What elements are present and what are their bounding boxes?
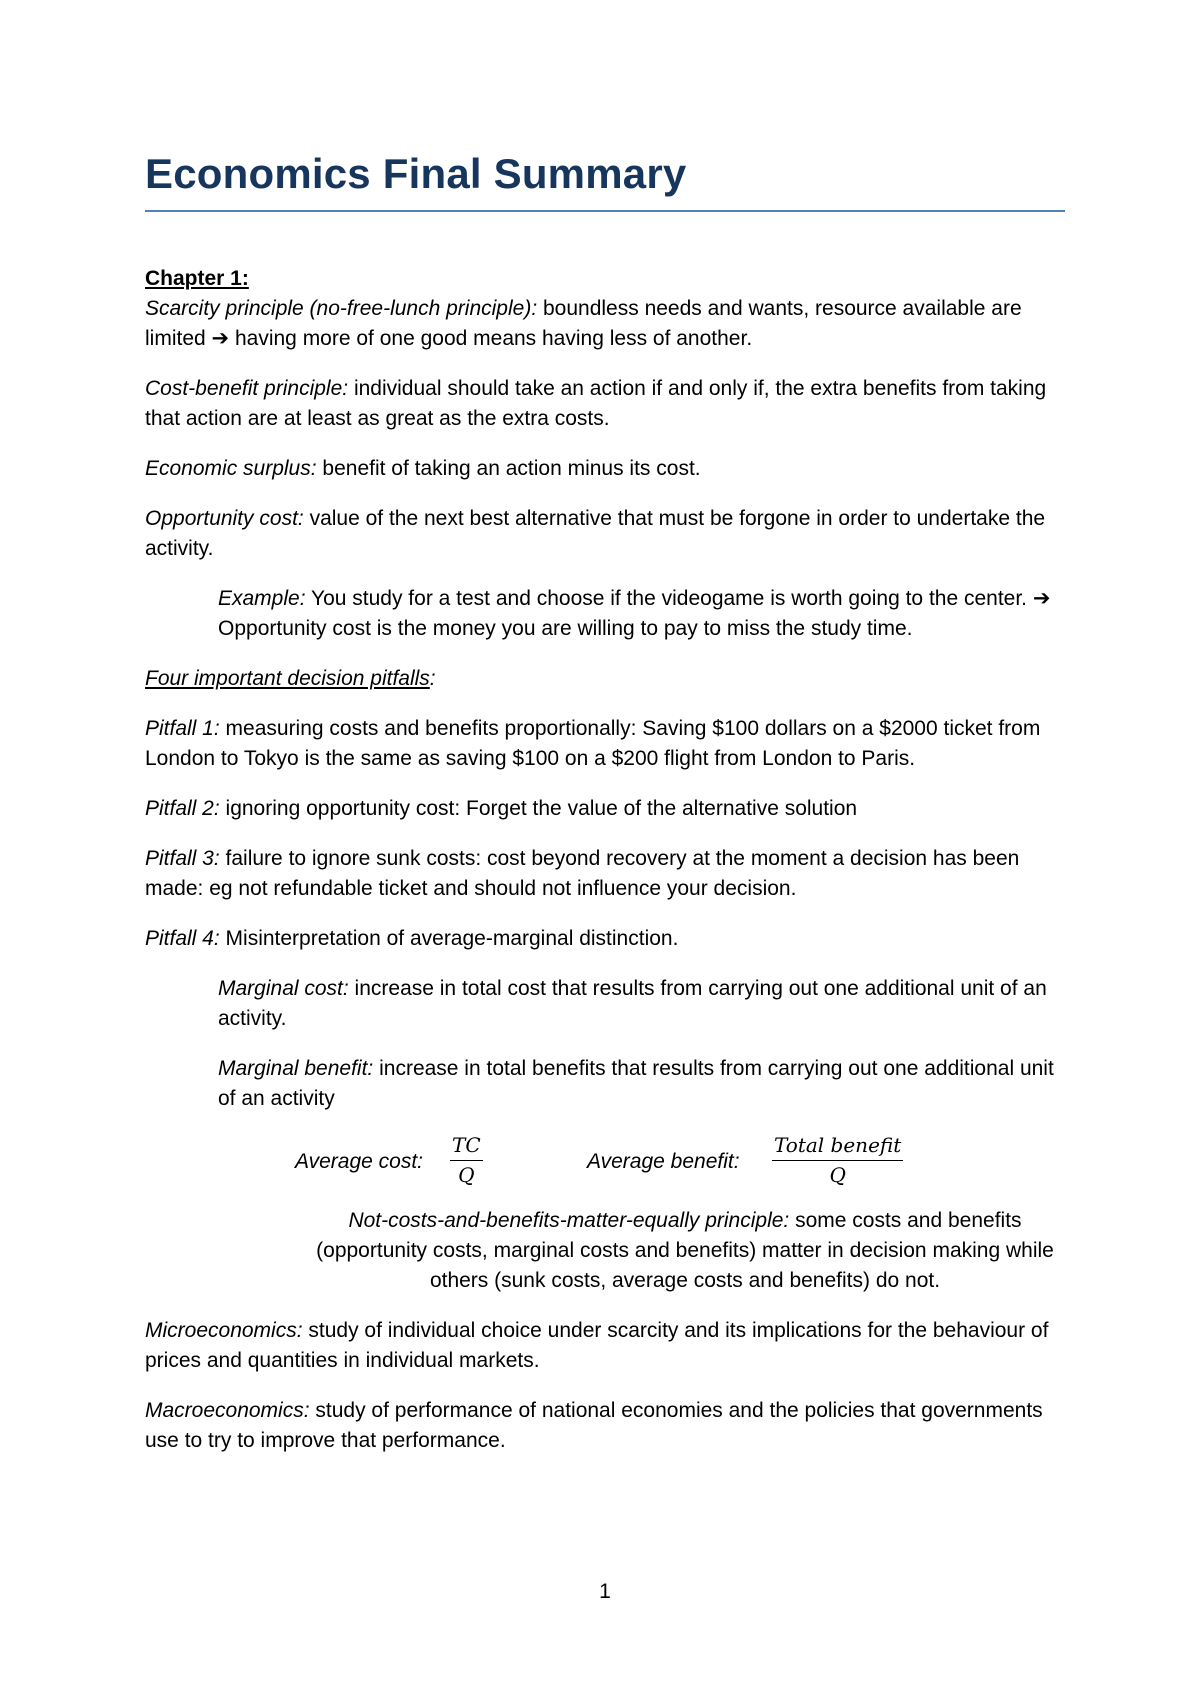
pitfalls-heading-colon: : bbox=[429, 667, 436, 690]
marginal-cost-paragraph bbox=[218, 974, 1065, 1034]
chapter-heading: Chapter 1: bbox=[145, 267, 249, 290]
cost-benefit-text: individual should take an action if and only if, the extra benefits from taking that action are at least as great as the extra costs. bbox=[145, 377, 1047, 430]
scarcity-text-b: having more of one good means having less of another. bbox=[229, 327, 753, 350]
surplus-paragraph bbox=[145, 454, 1065, 484]
example-text-b: Opportunity cost is the money you are willing to pay to miss the study time. bbox=[218, 617, 913, 640]
average-cost-denominator: Q bbox=[458, 1163, 475, 1187]
pitfall-4 bbox=[145, 924, 1065, 954]
marginal-cost-text: increase in total cost that results from carrying out one additional unit of an activity. bbox=[218, 977, 1047, 1030]
example-text-a: You study for a test and choose if the videogame is worth going to the center. bbox=[305, 587, 1033, 610]
page-number: 1 bbox=[599, 1580, 611, 1603]
surplus-text: benefit of taking an action minus its cost. bbox=[316, 457, 701, 480]
example-paragraph bbox=[218, 584, 1065, 644]
opportunity-text: value of the next best alternative that must be forgone in order to undertake the activity. bbox=[145, 507, 1046, 560]
pitfall-term: Pitfall 2: bbox=[145, 797, 220, 820]
pitfall-text: failure to ignore sunk costs: cost beyond recovery at the moment a decision has been made: eg not refundable ticket and should not influence your decision. bbox=[145, 847, 1020, 900]
pitfall-3 bbox=[145, 844, 1065, 904]
average-formulas bbox=[145, 1132, 1065, 1192]
surplus-term: Economic surplus: bbox=[145, 457, 317, 480]
pitfall-term: Pitfall 1: bbox=[145, 717, 220, 740]
average-benefit-denominator: Q bbox=[829, 1163, 846, 1187]
scarcity-term: Scarcity principle (no-free-lunch principle): bbox=[145, 297, 538, 320]
micro-text: study of individual choice under scarcity and its implications for the behaviour of prices and quantities in individual markets. bbox=[145, 1319, 1049, 1372]
opportunity-term: Opportunity cost: bbox=[145, 507, 304, 530]
not-equal-principle-text: some costs and benefits (opportunity costs, marginal costs and benefits) matter in decision making while others (sunk costs, average costs and benefits) do not. bbox=[316, 1209, 1054, 1292]
micro-term: Microeconomics: bbox=[145, 1319, 303, 1342]
not-equal-principle-paragraph bbox=[305, 1206, 1065, 1296]
macro-term: Macroeconomics: bbox=[145, 1399, 310, 1422]
cost-benefit-paragraph bbox=[145, 374, 1065, 434]
marginal-benefit-term: Marginal benefit: bbox=[218, 1057, 374, 1080]
document-title: Economics Final Summary bbox=[145, 150, 687, 197]
pitfall-term: Pitfall 4: bbox=[145, 927, 220, 950]
macro-text: study of performance of national economies and the policies that governments use to try to improve that performance. bbox=[145, 1399, 1043, 1452]
macro-paragraph bbox=[145, 1396, 1065, 1456]
right-arrow-icon: ➔ bbox=[1032, 587, 1051, 610]
pitfall-text: Misinterpretation of average-marginal distinction. bbox=[219, 927, 679, 950]
title-divider bbox=[145, 210, 1065, 212]
scarcity-paragraph bbox=[145, 294, 1065, 354]
scarcity-text-a: boundless needs and wants, resource available are limited bbox=[145, 297, 1022, 350]
example-term: Example: bbox=[218, 587, 306, 610]
not-equal-principle-term: Not-costs-and-benefits-matter-equally principle: bbox=[348, 1209, 790, 1232]
average-benefit-label: Average benefit: bbox=[587, 1150, 740, 1173]
marginal-benefit-paragraph bbox=[218, 1054, 1065, 1114]
cost-benefit-term: Cost-benefit principle: bbox=[145, 377, 349, 400]
pitfall-text: ignoring opportunity cost: Forget the value of the alternative solution bbox=[219, 797, 858, 820]
marginal-benefit-text: increase in total benefits that results from carrying out one additional unit of an activity bbox=[218, 1057, 1054, 1110]
pitfall-2 bbox=[145, 794, 1065, 824]
pitfalls-heading-text: Four important decision pitfalls bbox=[145, 667, 430, 690]
average-benefit-fraction bbox=[772, 1132, 903, 1189]
opportunity-paragraph bbox=[145, 504, 1065, 564]
pitfall-term: Pitfall 3: bbox=[145, 847, 220, 870]
average-cost-fraction bbox=[450, 1132, 483, 1189]
pitfall-1 bbox=[145, 714, 1065, 774]
pitfall-text: measuring costs and benefits proportionally: Saving $100 dollars on a $2000 ticket from London to Tokyo is the same as saving $100 on a $200 flight from London to Paris. bbox=[145, 717, 1041, 770]
average-benefit-numerator: Total benefit bbox=[772, 1132, 903, 1161]
average-cost-label: Average cost: bbox=[295, 1150, 424, 1173]
micro-paragraph bbox=[145, 1316, 1065, 1376]
document-body bbox=[145, 264, 1065, 1476]
pitfalls-heading bbox=[145, 664, 1065, 694]
marginal-cost-term: Marginal cost: bbox=[218, 977, 349, 1000]
average-cost-numerator: TC bbox=[450, 1132, 483, 1161]
right-arrow-icon: ➔ bbox=[211, 327, 230, 350]
